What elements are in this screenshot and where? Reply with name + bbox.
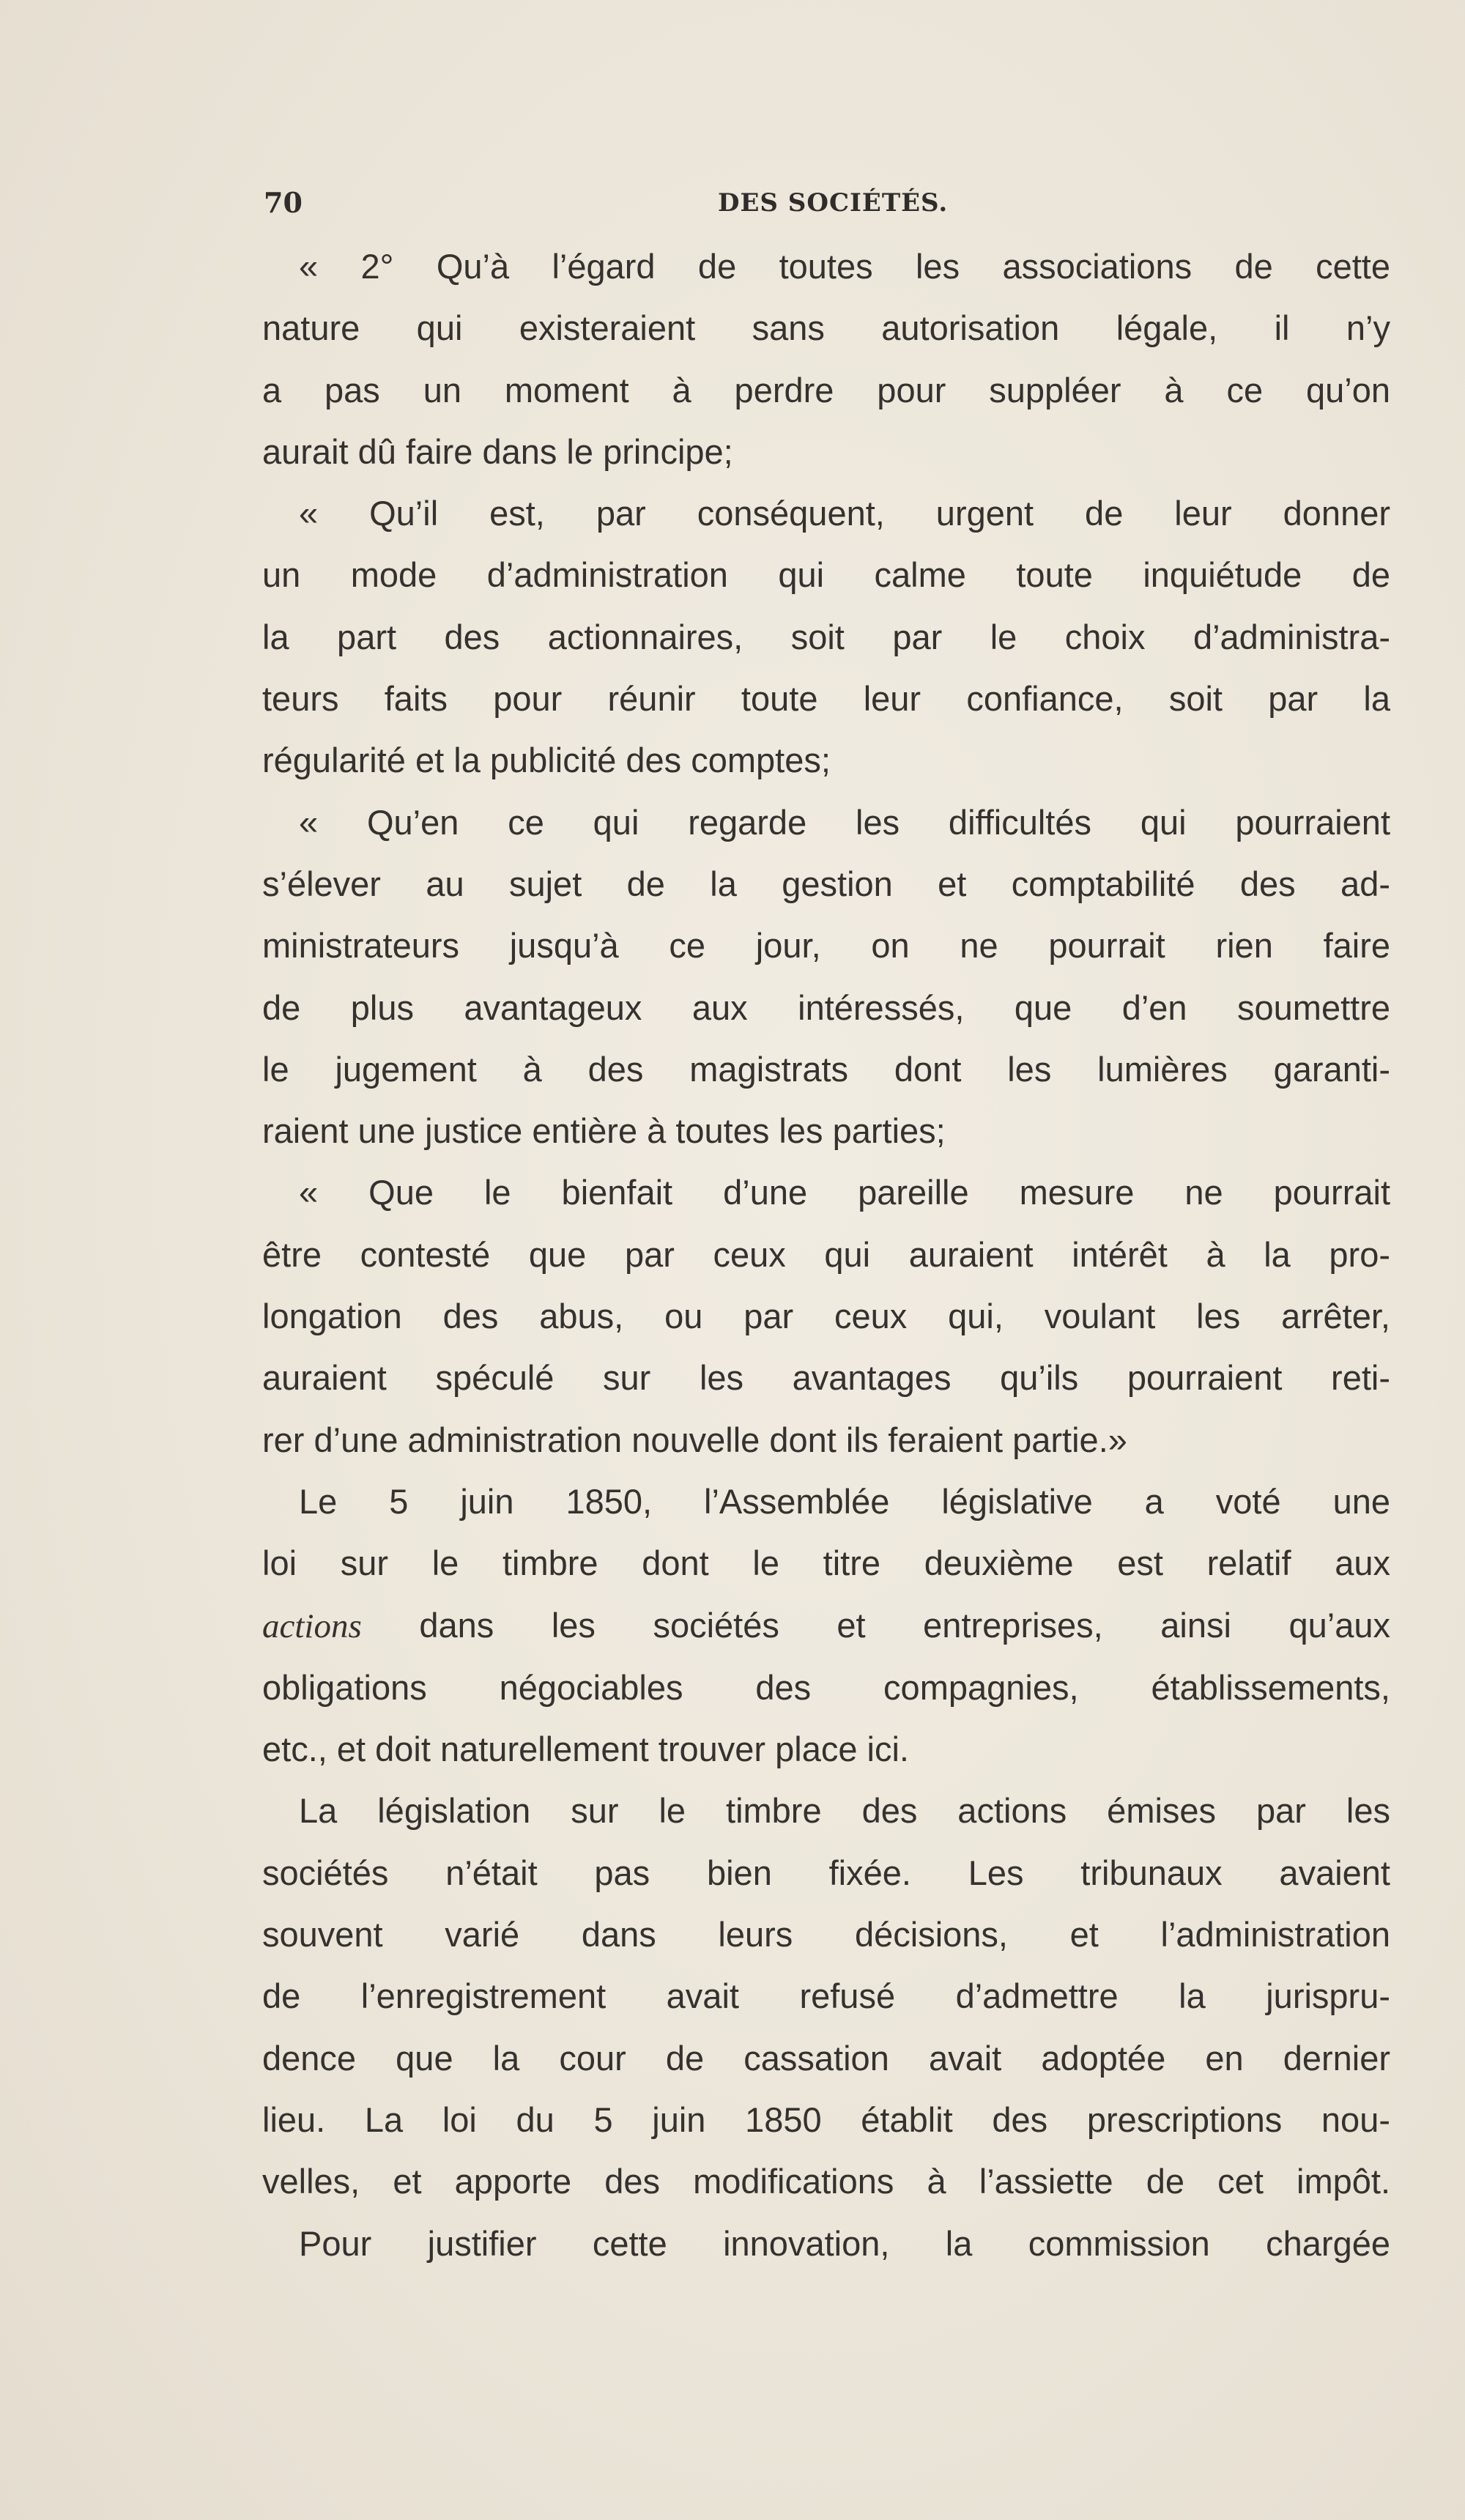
text-line: longation des abus, ou par ceux qui, voulant les arrêter, bbox=[262, 1297, 1390, 1336]
text-line: s’élever au sujet de la gestion et comptabilité des ad- bbox=[262, 864, 1390, 903]
text-line: sociétés n’était pas bien fixée. Les tribunaux avaient bbox=[262, 1853, 1390, 1892]
text-line bbox=[262, 1595, 1390, 1657]
text-line: souvent varié dans leurs décisions, et l’administration bbox=[262, 1915, 1390, 1954]
text-line: loi sur le timbre dont le titre deuxième est relatif aux bbox=[262, 1544, 1390, 1583]
text-line: régularité et la publicité des comptes; bbox=[262, 741, 831, 780]
text-line: de plus avantageux aux intéressés, que d’en soumettre bbox=[262, 987, 1390, 1027]
italic-word: actions bbox=[262, 1606, 362, 1645]
page-number: 70 bbox=[264, 186, 303, 219]
text-line: « Que le bienfait d’une pareille mesure ne pourrait bbox=[299, 1173, 1390, 1212]
text-line: etc., et doit naturellement trouver place ici. bbox=[262, 1730, 909, 1769]
page-header bbox=[264, 185, 1388, 221]
text-line: « Qu’il est, par conséquent, urgent de leur donner bbox=[299, 494, 1390, 533]
text-line: lieu. La loi du 5 juin 1850 établit des prescriptions nou- bbox=[262, 2100, 1390, 2139]
text-line-rest: dans les sociétés et entreprises, ainsi qu’aux bbox=[419, 1605, 1390, 1645]
text-line: La législation sur le timbre des actions émises par les bbox=[299, 1791, 1390, 1831]
text-line: aurait dû faire dans le principe; bbox=[262, 431, 733, 471]
text-line: rer d’une administration nouvelle dont ils feraient partie.» bbox=[262, 1420, 1127, 1459]
body-text bbox=[262, 236, 1390, 2275]
text-line: raient une justice entière à toutes les parties; bbox=[262, 1111, 946, 1151]
text-line: ministrateurs jusqu’à ce jour, on ne pourrait rien faire bbox=[262, 926, 1390, 966]
text-line: de l’enregistrement avait refusé d’admettre la jurispru- bbox=[262, 1976, 1390, 2016]
text-line: la part des actionnaires, soit par le choix d’administra- bbox=[262, 617, 1390, 656]
text-line: le jugement à des magistrats dont les lumières garanti- bbox=[262, 1049, 1390, 1089]
text-line: « 2° Qu’à l’égard de toutes les associations de cette bbox=[299, 247, 1390, 286]
text-line: un mode d’administration qui calme toute inquiétude de bbox=[262, 555, 1390, 595]
text-line: Le 5 juin 1850, l’Assemblée législative a voté une bbox=[299, 1481, 1390, 1521]
text-line: dence que la cour de cassation avait adoptée en dernier bbox=[262, 2038, 1390, 2078]
text-line: Pour justifier cette innovation, la commission chargée bbox=[299, 2223, 1390, 2263]
text-line: « Qu’en ce qui regarde les difficultés qui pourraient bbox=[299, 802, 1390, 842]
text-line: teurs faits pour réunir toute leur confiance, soit par la bbox=[262, 679, 1390, 719]
text-line: obligations négociables des compagnies, établissements, bbox=[262, 1667, 1390, 1707]
text-line: auraient spéculé sur les avantages qu’ils pourraient reti- bbox=[262, 1358, 1390, 1398]
running-head: DES SOCIÉTÉS. bbox=[718, 188, 949, 218]
text-line: a pas un moment à perdre pour suppléer à ce qu’on bbox=[262, 370, 1390, 410]
text-line: velles, et apporte des modifications à l’assiette de cet impôt. bbox=[262, 2162, 1390, 2201]
text-line: être contesté que par ceux qui auraient intérêt à la pro- bbox=[262, 1234, 1390, 1274]
text-line: nature qui existeraient sans autorisation légale, il n’y bbox=[262, 308, 1390, 348]
